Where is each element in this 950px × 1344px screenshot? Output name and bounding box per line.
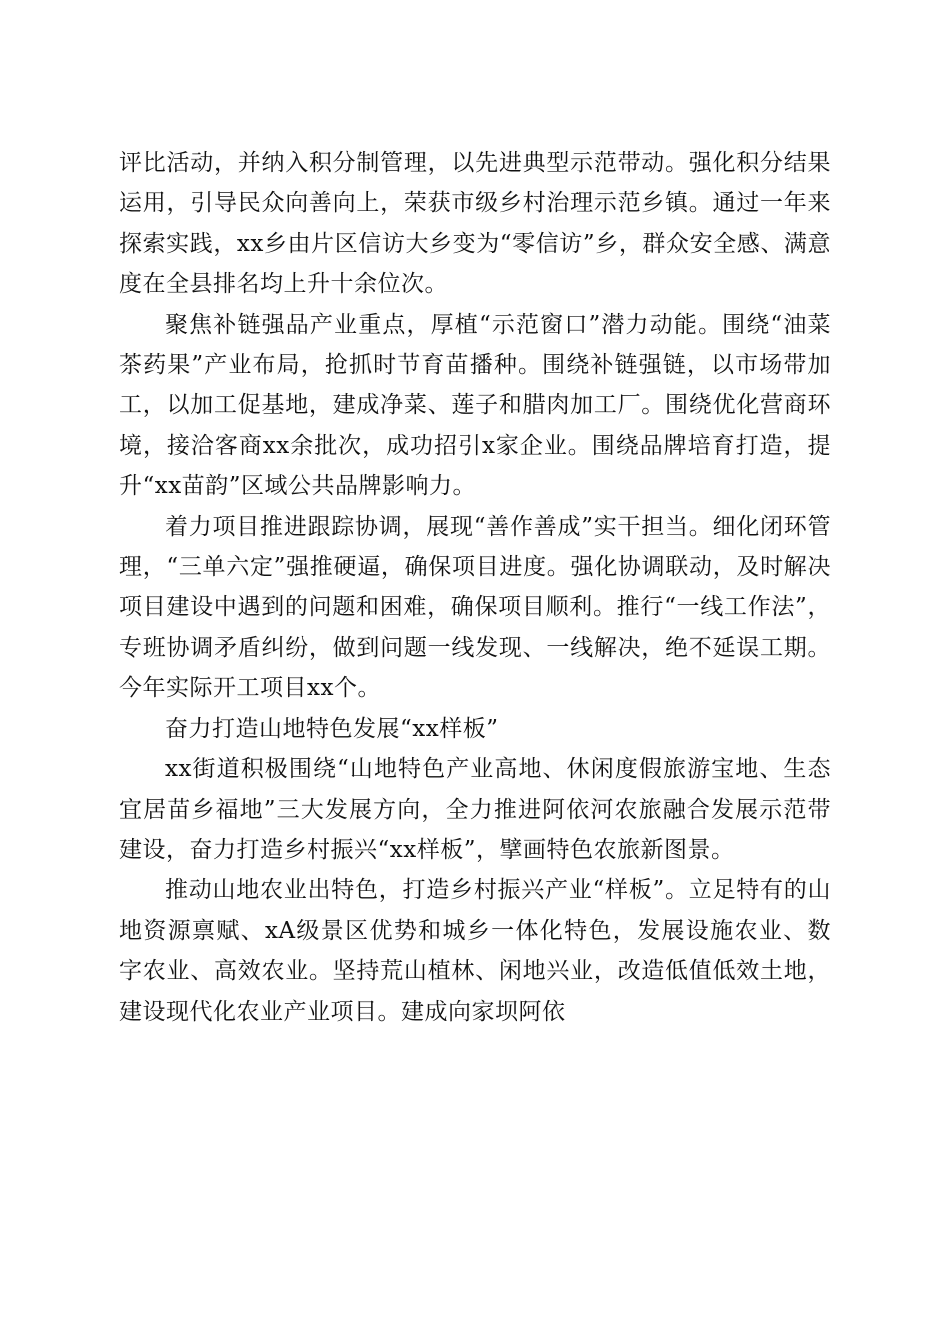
paragraph-3: 着力项目推进跟踪协调，展现“善作善成”实干担当。细化闭环管理，“三单六定”强推硬逼，确保项目进度。强化协调联动，及时解决项目建设中遇到的问题和困难，确保项目顺利。推行“一线工作法”，专班协调矛盾纠纷，做到问题一线发现、一线解决，绝不延误工期。今年实际开工项目xx个。 xyxy=(119,513,831,702)
section-heading: 奋力打造山地特色发展“xx样板” xyxy=(165,715,499,742)
document-page xyxy=(119,143,831,1032)
paragraph-4: xx街道积极围绕“山地特色产业高地、休闲度假旅游宝地、生态宜居苗乡福地”三大发展方向，全力推进阿依河农旅融合发展示范带建设，奋力打造乡村振兴“xx样板”，擘画特色农旅新图景。 xyxy=(119,756,831,863)
paragraph-2: 聚焦补链强品产业重点，厚植“示范窗口”潜力动能。围绕“油菜茶药果”产业布局，抢抓时节育苗播种。围绕补链强链，以市场带加工，以加工促基地，建成净菜、莲子和腊肉加工厂。围绕优化营商环境，接洽客商xx余批次，成功招引x家企业。围绕品牌培育打造，提升“xx苗韵”区域公共品牌影响力。 xyxy=(119,311,831,500)
paragraph-5: 推动山地农业出特色，打造乡村振兴产业“样板”。立足特有的山地资源禀赋、xA级景区优势和城乡一体化特色，发展设施农业、数字农业、高效农业。坚持荒山植林、闲地兴业，改造低值低效土地，建设现代化农业产业项目。建成向家坝阿依 xyxy=(119,877,831,1025)
paragraph-1: 评比活动，并纳入积分制管理，以先进典型示范带动。强化积分结果运用，引导民众向善向上，荣获市级乡村治理示范乡镇。通过一年来探索实践，xx乡由片区信访大乡变为“零信访”乡，群众安全感、满意度在全县排名均上升十余位次。 xyxy=(119,150,831,298)
